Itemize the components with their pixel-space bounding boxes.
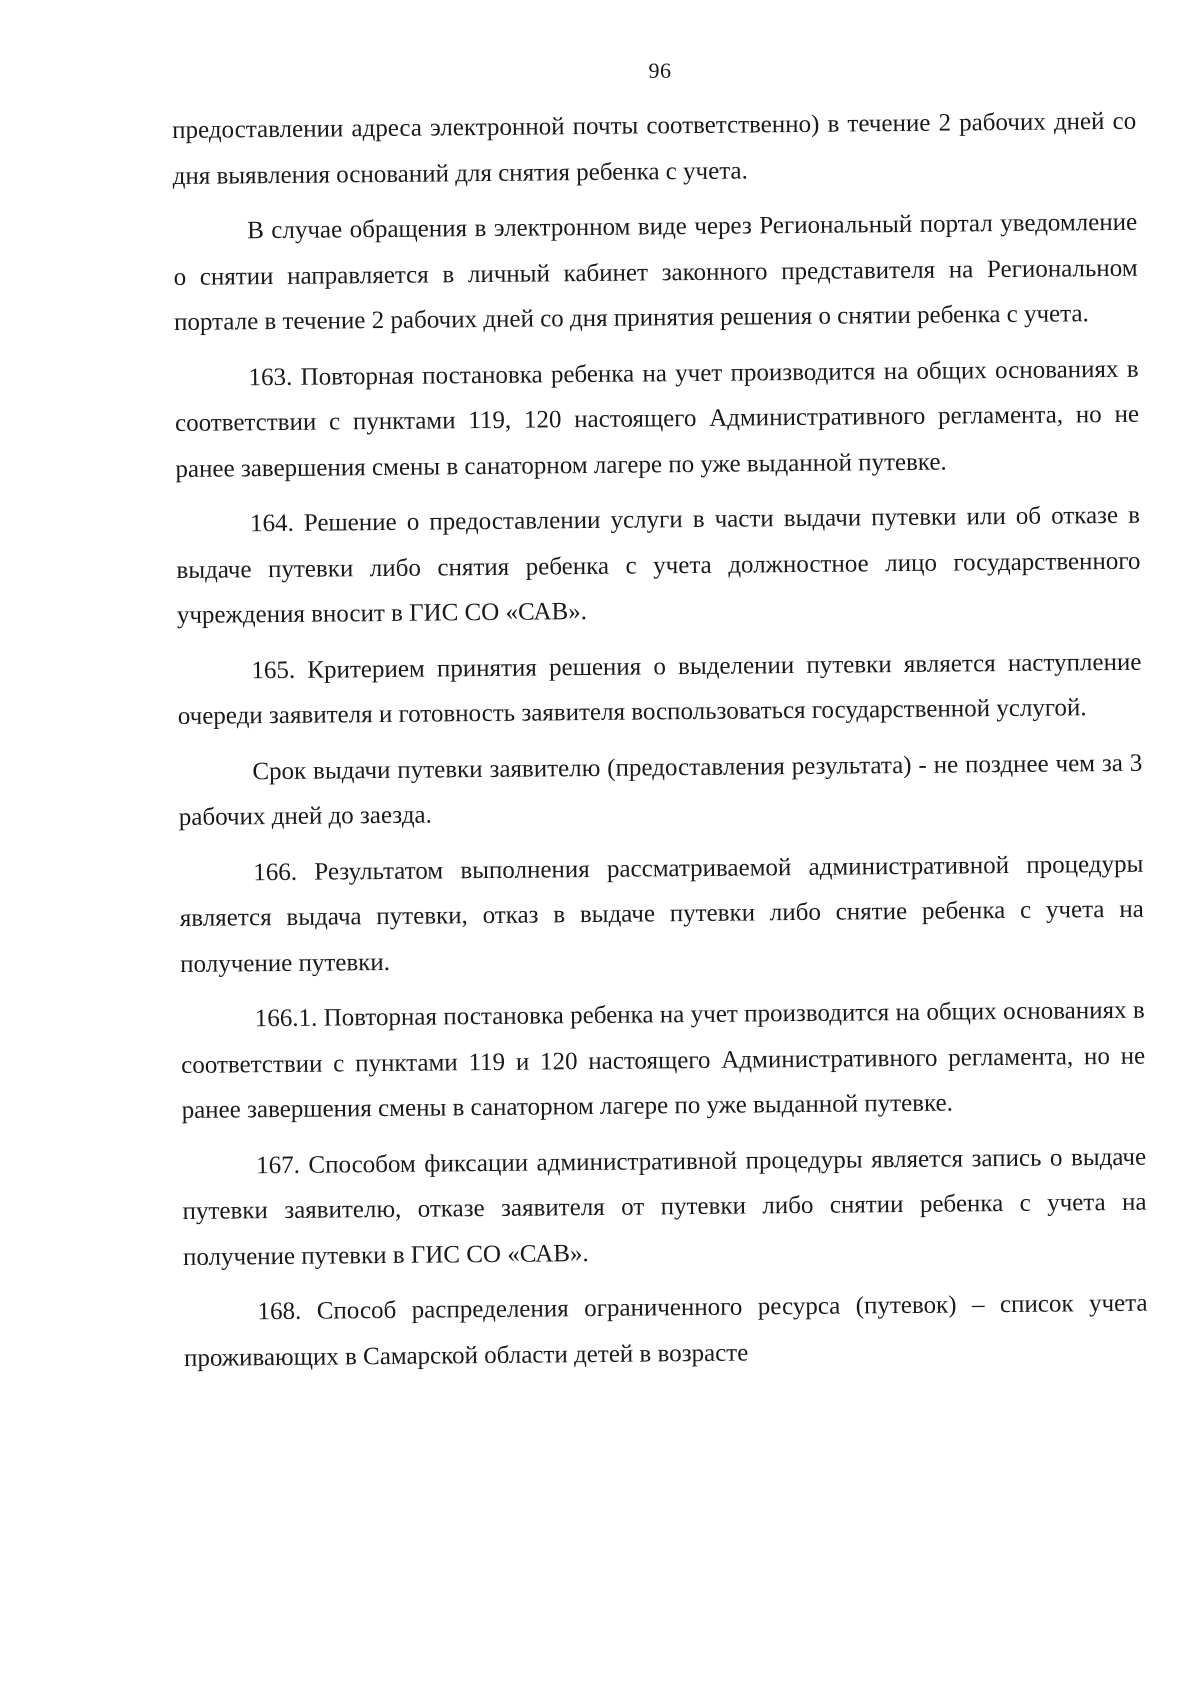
document-body — [172, 99, 1148, 1391]
paragraph-167: 167. Способом фиксации административной процедуры является запись о выдаче путевки заявителю, отказе заявителя от путевки либо снятии ребенка с учета на получение путевки в ГИС СО «САВ». — [182, 1143, 1147, 1271]
paragraph-electronic-notice: В случае обращения в электронном виде через Региональный портал уведомление о снятии направляется в личный кабинет законного представителя на Региональном портале в течение 2 рабочих дней со дня принятия решения о снятии ребенка с учета. — [173, 208, 1138, 336]
paragraph-continuation: предоставлении адреса электронной почты соответственно) в течение 2 рабочих дней со дня выявления оснований для снятия ребенка с учета. — [172, 107, 1137, 190]
paragraph-166: 166. Результатом выполнения рассматриваемой административной процедуры является выдача путевки, отказ в выдаче путевки либо снятие ребенка с учета на получение путевки. — [179, 850, 1144, 978]
paragraph-164: 164. Решение о предоставлении услуги в части выдачи путевки или об отказе в выдаче путевки либо снятия ребенка с учета должностное лицо государственного учреждения вносит в ГИС СО «САВ». — [176, 501, 1141, 629]
paragraph-166-1: 166.1. Повторная постановка ребенка на учет производится на общих основаниях в соответствии с пунктами 119 и 120 настоящего Административного регламента, но не ранее завершения смены в санаторном лагере по уже выданной путевке. — [181, 996, 1146, 1124]
page-number: 96 — [648, 58, 672, 83]
paragraph-163: 163. Повторная постановка ребенка на учет производится на общих основаниях в соответствии с пунктами 119, 120 настоящего Административного регламента, но не ранее завершения смены в санаторном лагере по уже выданной путевке. — [174, 355, 1140, 483]
paragraph-issue-deadline: Срок выдачи путевки заявителю (предоставления результата) - не позднее чем за 3 рабочих дней до заезда. — [178, 749, 1143, 831]
paragraph-165: 165. Критерием принятия решения о выделении путевки является наступление очереди заявителя и готовность заявителя воспользоваться государственной услугой. — [177, 648, 1142, 730]
paragraph-168: 168. Способ распределения ограниченного ресурса (путевок) – список учета проживающих в Самарской области детей в возрасте — [183, 1289, 1148, 1372]
